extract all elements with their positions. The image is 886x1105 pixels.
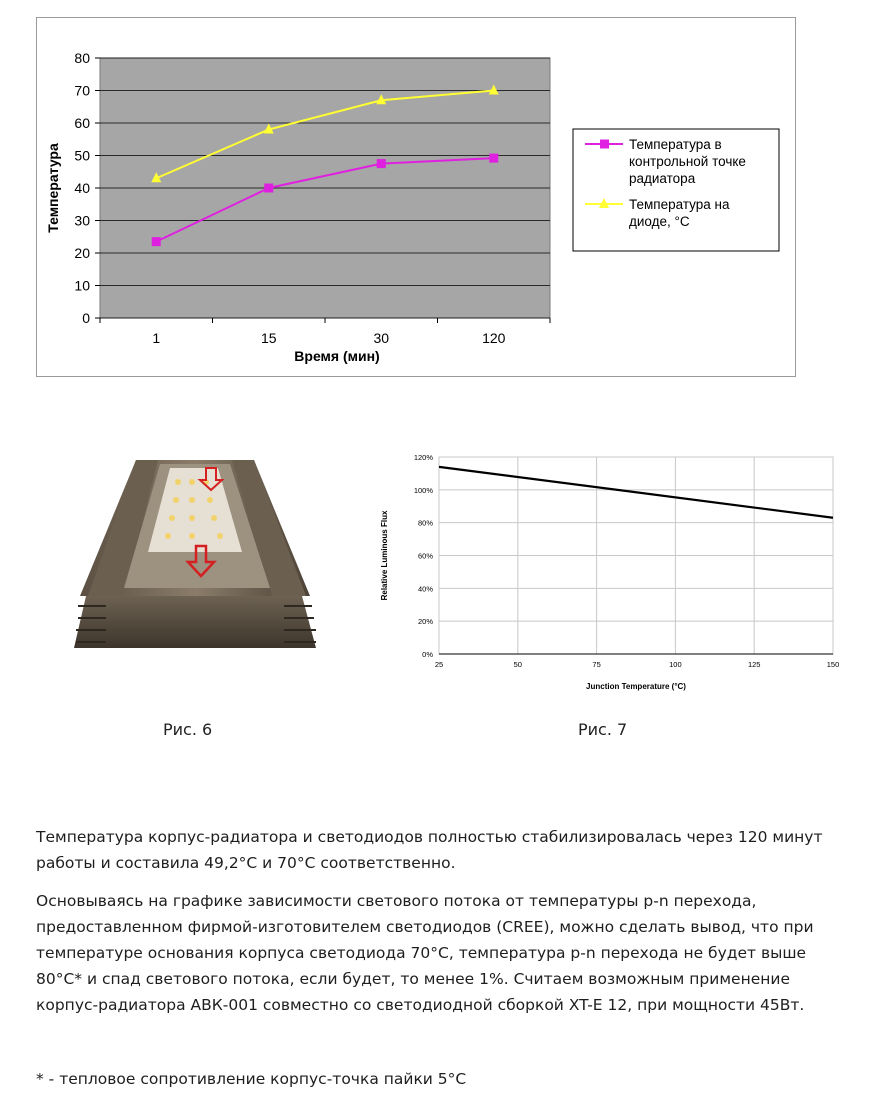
- x-tick-label: 15: [260, 330, 277, 346]
- legend-text: Температура на: [629, 197, 730, 212]
- x-axis-label: Время (мин): [294, 348, 380, 364]
- legend-text: контрольной точке: [629, 154, 746, 169]
- y-tick-label: 80%: [417, 518, 433, 528]
- x-tick-label: 75: [592, 660, 601, 669]
- data-point: [152, 237, 161, 246]
- temperature-chart: [36, 17, 796, 377]
- data-point: [377, 159, 386, 168]
- data-point: [489, 154, 498, 163]
- y-tick-label: 20: [74, 245, 90, 261]
- y-tick-label: 60: [74, 115, 90, 131]
- legend-text: диоде, °С: [629, 214, 690, 229]
- x-tick-label: 125: [747, 660, 761, 669]
- x-tick-label: 50: [513, 660, 522, 669]
- x-tick-label: 25: [434, 660, 444, 669]
- legend-text: радиатора: [629, 171, 696, 186]
- data-point: [264, 184, 273, 193]
- radiator-photo: [66, 456, 324, 656]
- luminous-flux-chart: [378, 448, 848, 698]
- y-tick-label: 0: [82, 310, 90, 326]
- paragraph-stabilization: Температура корпус-радиатора и светодиодов полностью стабилизировалась через 120 минут работы и составила 49,2°C и 70°C соответственно.: [36, 828, 823, 872]
- y-axis-label: Relative Luminous Flux: [380, 510, 389, 601]
- x-tick-label: 1: [152, 330, 161, 346]
- y-tick-label: 10: [74, 277, 90, 294]
- y-tick-label: 70: [74, 82, 90, 99]
- figure7-caption: Рис. 7: [578, 720, 628, 739]
- y-tick-label: 100%: [413, 485, 433, 495]
- y-tick-label: 120%: [413, 453, 433, 462]
- y-tick-label: 40: [74, 180, 90, 196]
- x-tick-label: 120: [482, 330, 506, 346]
- paragraph-conclusion: Основываясь на графике зависимости светового потока от температуры p-n перехода, предоставленном фирмой-изготовителем светодиодов (CREE), можно сделать вывод, что при температуре основания корпуса светодиода 70°C, температура p-n перехода не будет выше 80°C* и спад светового потока, если будет, то менее 1%. Считаем возможным применение корпус-радиатора АВК-001 совместно со светодиодной сборкой XT-E 12, при мощности 45Вт.: [36, 892, 814, 1014]
- legend-text: Температура в: [629, 137, 722, 152]
- y-tick-label: 30: [74, 212, 90, 229]
- legend-marker: [600, 140, 609, 149]
- y-tick-label: 0%: [422, 650, 433, 659]
- y-tick-label: 60%: [417, 551, 433, 561]
- y-tick-label: 20%: [417, 617, 433, 627]
- y-tick-label: 40%: [417, 584, 433, 594]
- x-tick-label: 30: [373, 330, 390, 346]
- x-tick-label: 100: [669, 660, 682, 669]
- x-tick-label: 150: [826, 660, 840, 669]
- footnote: * - тепловое сопротивление корпус-точка пайки 5°C: [36, 1070, 467, 1088]
- figure6-caption: Рис. 6: [163, 720, 213, 739]
- x-axis-label: Junction Temperature (°C): [586, 682, 686, 691]
- y-tick-label: 50: [74, 147, 90, 164]
- y-tick-label: 80: [74, 50, 90, 66]
- y-axis-label: Температура: [45, 143, 61, 233]
